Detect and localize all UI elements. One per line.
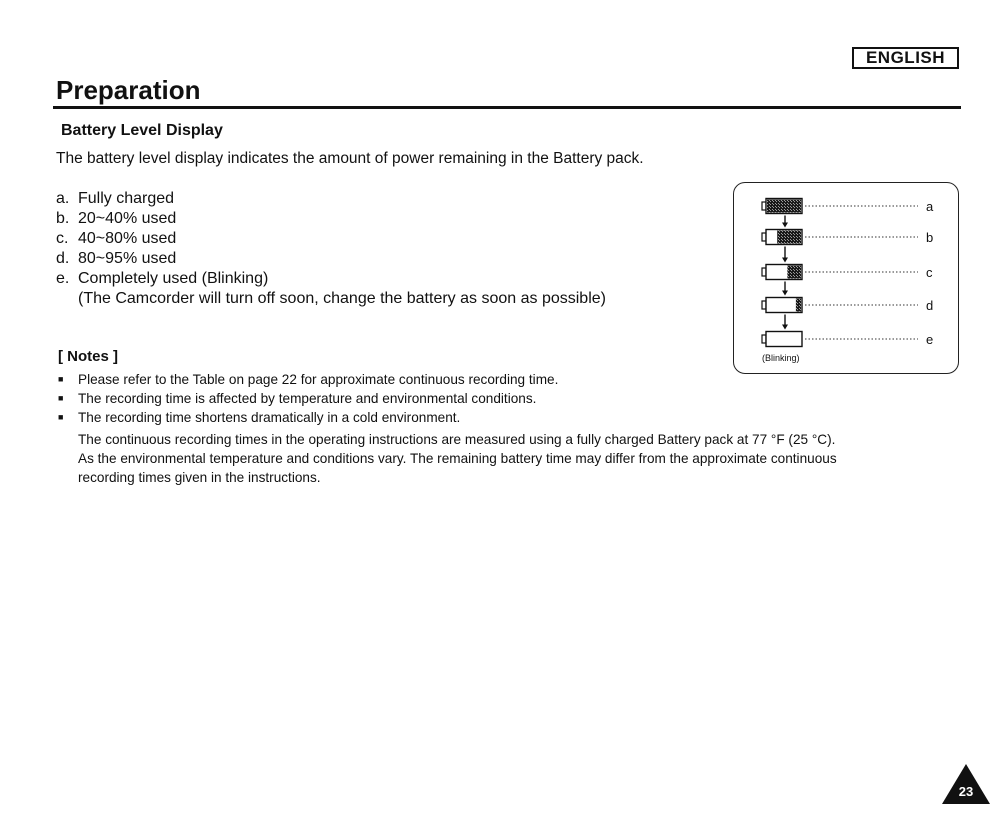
- list-item: [56, 289, 606, 309]
- blinking-caption: (Blinking): [762, 353, 800, 363]
- battery-level-icon: [762, 332, 802, 347]
- page-number: 23: [958, 784, 974, 799]
- level-label: e: [926, 332, 934, 347]
- note-item: [58, 389, 558, 408]
- note-text: Please refer to the Table on page 22 for approximate continuous recording time.: [78, 372, 559, 387]
- battery-level-icon: [762, 199, 802, 214]
- page-number-badge: [941, 763, 991, 805]
- page-title: Preparation: [56, 75, 201, 105]
- list-item-letter: d.: [56, 250, 70, 267]
- note-item: [58, 408, 558, 427]
- list-item-letter: a.: [56, 190, 70, 207]
- bullet-icon: ■: [58, 374, 64, 384]
- level-label: d: [926, 298, 934, 313]
- note-continuation-line: recording times given in the instructions.: [78, 470, 321, 485]
- list-item-text: Fully charged: [78, 190, 175, 207]
- list-item: [56, 189, 606, 209]
- level-label: c: [926, 265, 933, 280]
- level-label: b: [926, 230, 934, 245]
- note-continuation-line: The continuous recording times in the operating instructions are measured using a fully charged Battery pack at 77 °F (25 °C).: [78, 432, 836, 447]
- battery-level-icon: [762, 265, 802, 280]
- levels-note: (The Camcorder will turn off soon, change the battery as soon as possible): [78, 290, 606, 307]
- bullet-icon: ■: [58, 393, 64, 403]
- list-item-letter: c.: [56, 230, 69, 247]
- down-arrow-icon: [782, 291, 788, 296]
- section-heading: Battery Level Display: [61, 122, 223, 139]
- battery-level-list: [56, 189, 606, 309]
- list-item-letter: e.: [56, 270, 70, 287]
- intro-text: The battery level display indicates the amount of power remaining in the Battery pack.: [56, 150, 644, 167]
- list-item: [56, 269, 606, 289]
- down-arrow-icon: [782, 325, 788, 330]
- battery-level-diagram: [733, 182, 959, 374]
- note-text: The recording time is affected by temperature and environmental conditions.: [78, 391, 537, 406]
- list-item-letter: b.: [56, 210, 70, 227]
- note-item: [58, 370, 558, 389]
- list-item: [56, 229, 606, 249]
- note-text: The recording time shortens dramatically in a cold environment.: [78, 410, 461, 425]
- list-item-text: 20~40% used: [78, 210, 177, 227]
- list-item: [56, 249, 606, 269]
- battery-level-icon: [762, 230, 802, 245]
- list-item-text: Completely used (Blinking): [78, 270, 269, 287]
- down-arrow-icon: [782, 258, 788, 263]
- bullet-icon: ■: [58, 412, 64, 422]
- list-item: [56, 209, 606, 229]
- note-continuation-line: As the environmental temperature and conditions vary. The remaining battery time may differ from the approximate continuous: [78, 451, 837, 466]
- list-item-text: 80~95% used: [78, 250, 177, 267]
- notes-list: [58, 370, 558, 427]
- battery-diagram-svg: [734, 183, 957, 372]
- notes-heading: [ Notes ]: [58, 348, 118, 365]
- down-arrow-icon: [782, 223, 788, 228]
- battery-level-icon: [762, 298, 802, 313]
- level-label: a: [926, 199, 934, 214]
- title-divider: [53, 106, 961, 109]
- list-item-text: 40~80% used: [78, 230, 177, 247]
- notes-continuation: [78, 430, 837, 487]
- language-badge: ENGLISH: [852, 47, 959, 69]
